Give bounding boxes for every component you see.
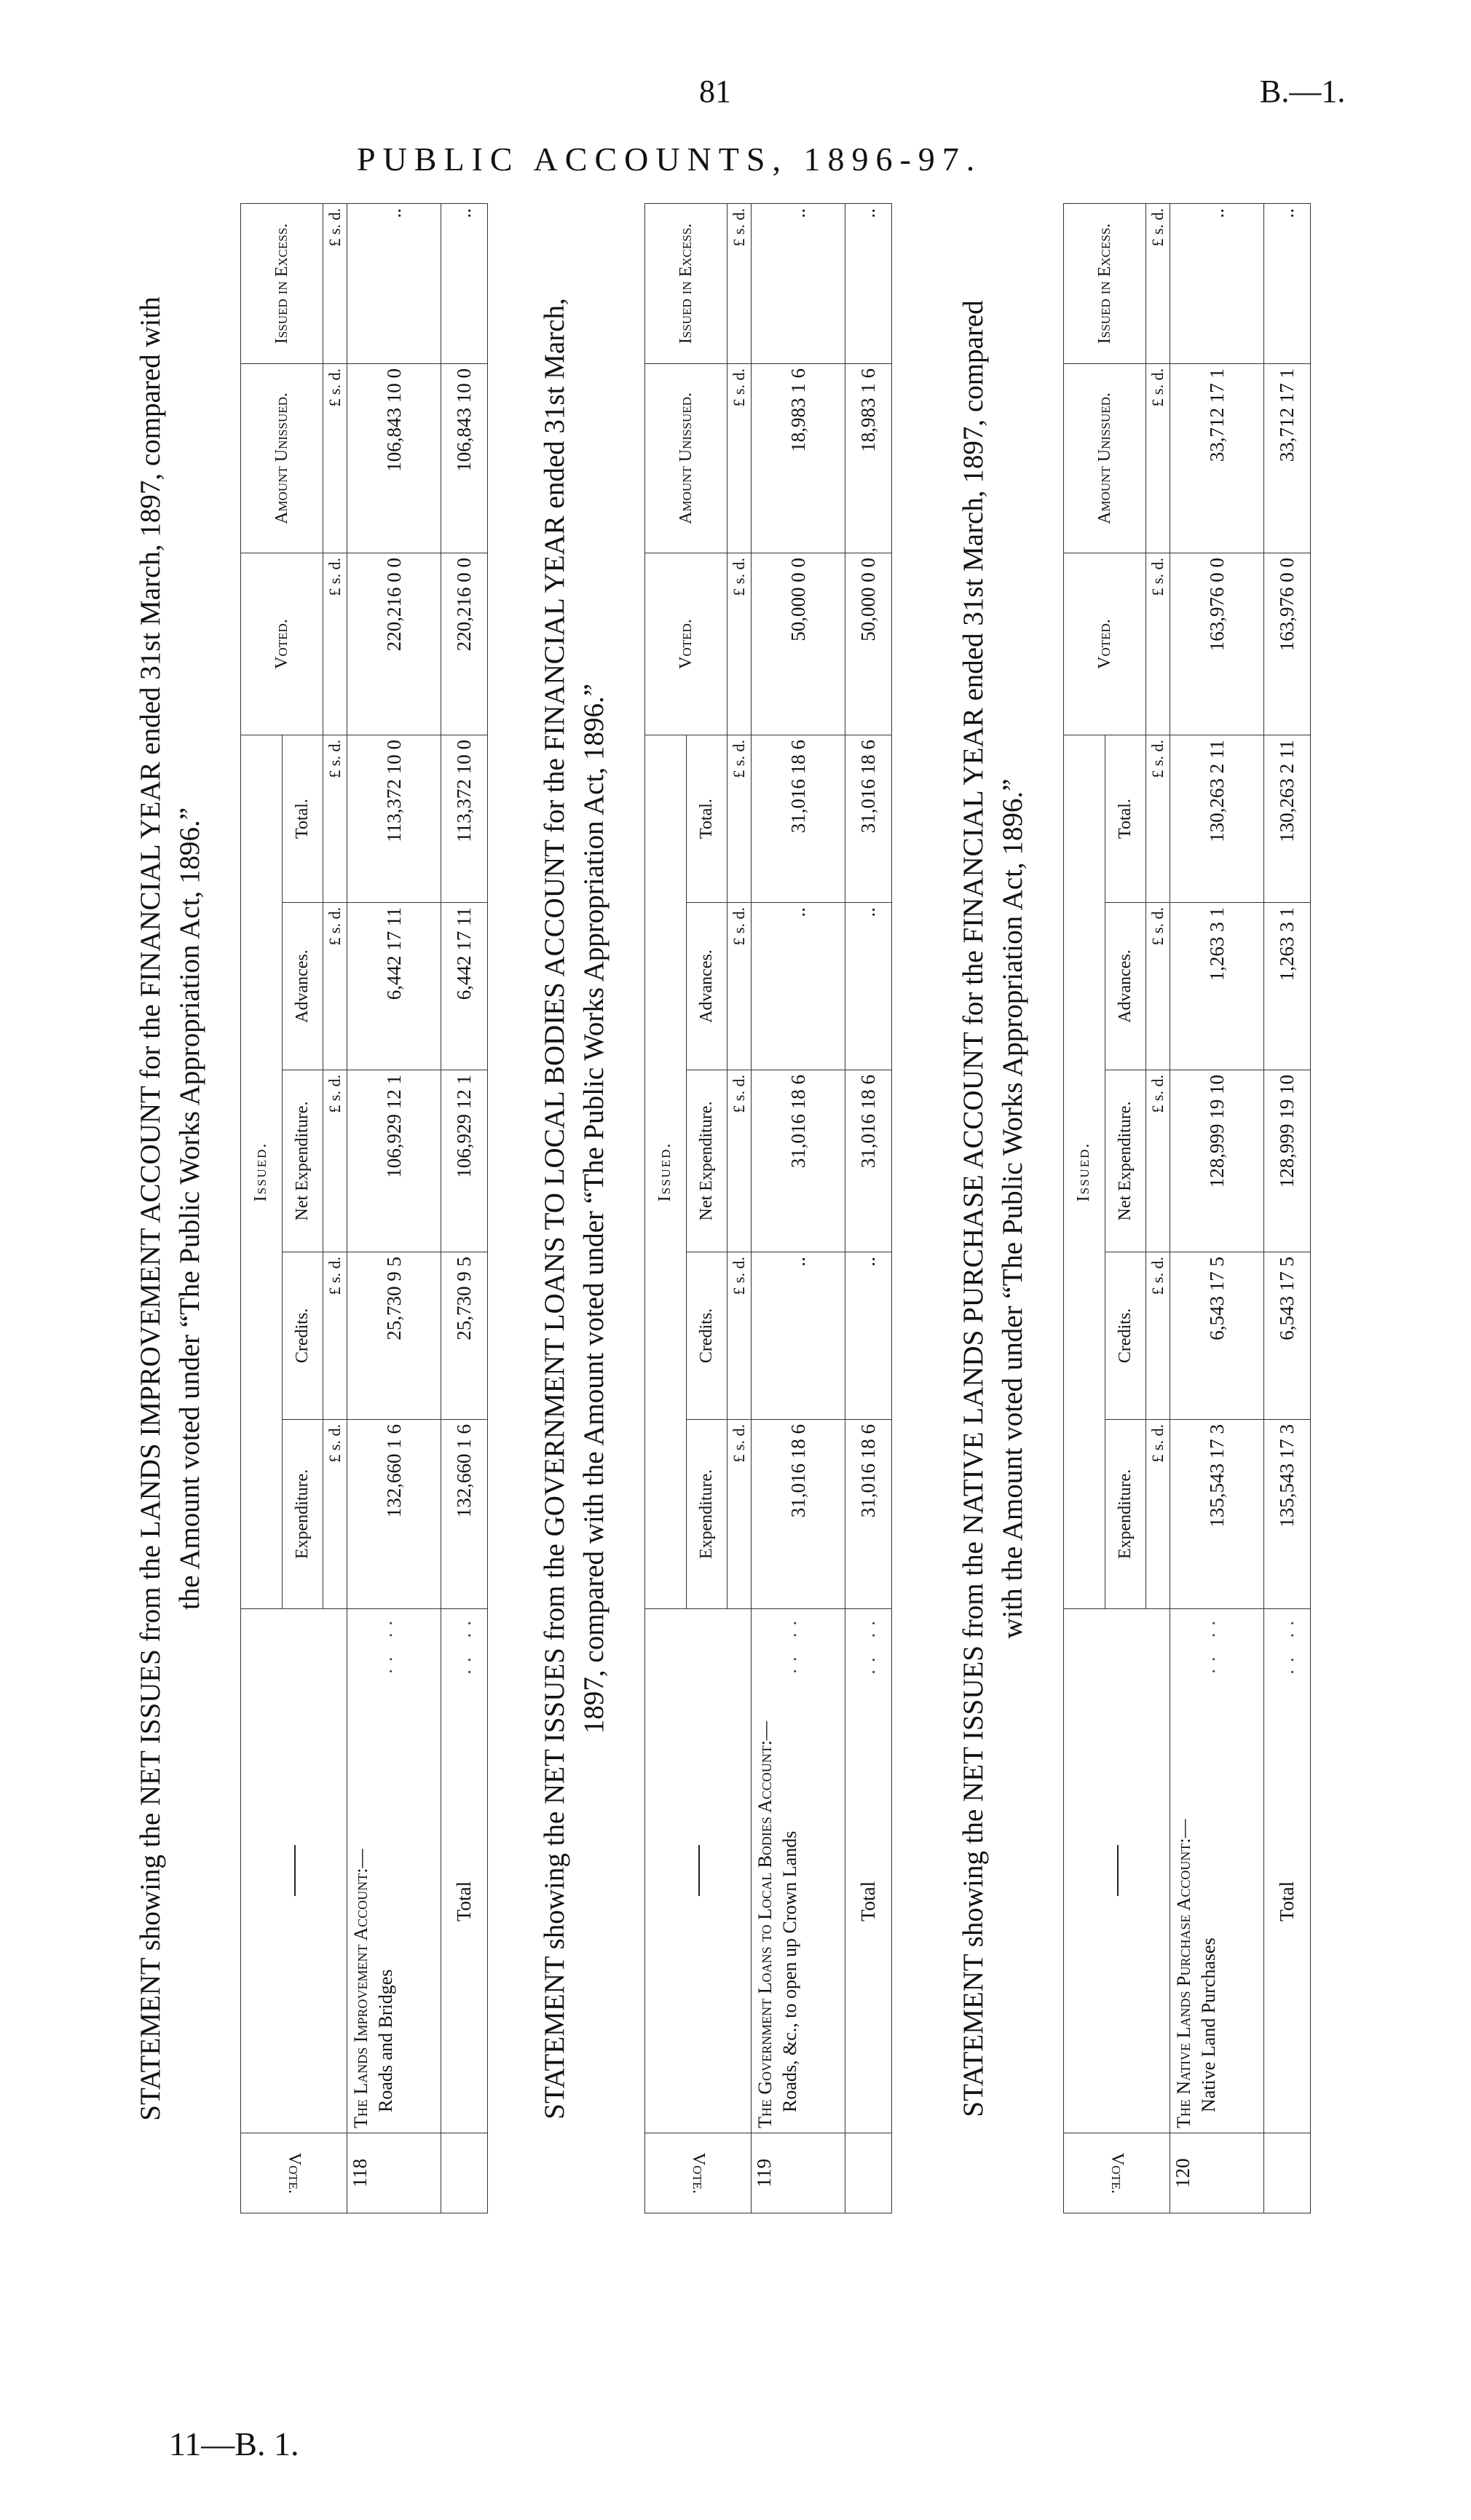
statement-title-line1: STATEMENT showing the NET ISSUES from the NATIVE LANDS PURCHASE ACCOUNT for the FINANCIAL YEAR ended 31st March, 1897, compared <box>958 300 989 2117</box>
total-cell: 31,016 18 6 <box>752 735 845 903</box>
account-name: The Government Loans to Local Bodies Account:— <box>754 1721 776 2128</box>
net-expenditure-cell: 31,016 18 6 <box>752 1070 845 1252</box>
advances-cell: 1,263 3 1 <box>1170 903 1264 1070</box>
excess-total: .. <box>441 204 488 364</box>
units-label: £ s. d. <box>323 1252 347 1420</box>
units-label: £ s. d. <box>727 1070 752 1252</box>
statement-title-line1: STATEMENT showing the NET ISSUES from the GOVERNMENT LOANS TO LOCAL BODIES ACCOUNT for the FINANCIAL YEAR ended 31st March, <box>539 298 570 2120</box>
excess-column-header: Issued in Excess. <box>241 204 323 364</box>
units-label: £ s. d. <box>727 903 752 1070</box>
table-row <box>347 204 441 2213</box>
advances-column-header: Advances. <box>282 903 323 1070</box>
excess-total: .. <box>845 204 892 364</box>
signature-mark: 11—B. 1. <box>169 2425 299 2462</box>
advances-cell: .. <box>752 903 845 1070</box>
expenditure-column-header: Expenditure. <box>282 1420 323 1609</box>
unissued-total: 33,712 17 1 <box>1264 364 1311 553</box>
unissued-cell: 18,983 1 6 <box>752 364 845 553</box>
units-label: £ s. d. <box>323 1420 347 1609</box>
vote-column-header: Vote. <box>645 2133 752 2213</box>
credits-column-header: Credits. <box>686 1252 727 1420</box>
voted-cell: 50,000 0 0 <box>752 553 845 735</box>
net-expenditure-column-header: Net Expenditure. <box>282 1070 323 1252</box>
expenditure-column-header: Expenditure. <box>686 1420 727 1609</box>
total-cell: 130,263 2 11 <box>1170 735 1264 903</box>
account-item: Roads, &c., to open up Crown Lands .. .. <box>779 1613 801 2112</box>
statement-title-line1: STATEMENT showing the NET ISSUES from the LANDS IMPROVEMENT ACCOUNT for the FINANCIAL YEAR ended 31st March, 1897, compared with <box>135 296 166 2121</box>
units-label: £ s. d. <box>1146 364 1170 553</box>
credits-cell: 6,543 17 5 <box>1170 1252 1264 1420</box>
total-label: Total .. .. <box>441 1609 488 2133</box>
units-label: £ s. d. <box>1146 1070 1170 1252</box>
voted-column-header: Voted. <box>645 553 727 735</box>
total-column-header: Total. <box>282 735 323 903</box>
credits-column-header: Credits. <box>1105 1252 1146 1420</box>
statement-lands-improvement <box>131 204 495 2213</box>
unissued-cell: 33,712 17 1 <box>1170 364 1264 553</box>
statement-local-bodies-loans <box>535 204 899 2213</box>
vote-number: 120 <box>1170 2133 1264 2213</box>
voted-cell: 220,216 0 0 <box>347 553 441 735</box>
units-label: £ s. d. <box>323 903 347 1070</box>
issued-group-header: Issued. <box>645 735 687 1609</box>
credits-cell: .. <box>752 1252 845 1420</box>
units-label: £ s. d. <box>727 1420 752 1609</box>
vote-number-empty <box>441 2133 488 2213</box>
excess-cell: .. <box>347 204 441 364</box>
total-cell: 113,372 10 0 <box>347 735 441 903</box>
advances-column-header: Advances. <box>686 903 727 1070</box>
expenditure-total: 132,660 1 6 <box>441 1420 488 1609</box>
statement-title <box>535 204 630 2213</box>
description-column-header <box>645 1609 752 2133</box>
advances-cell: 6,442 17 11 <box>347 903 441 1070</box>
units-label: £ s. d. <box>727 553 752 735</box>
excess-cell: .. <box>752 204 845 364</box>
statement-table <box>240 203 488 2213</box>
vote-number-empty <box>845 2133 892 2213</box>
net-expenditure-cell: 106,929 12 1 <box>347 1070 441 1252</box>
account-description <box>1170 1609 1264 2133</box>
credits-total: 25,730 9 5 <box>441 1252 488 1420</box>
expenditure-cell: 31,016 18 6 <box>752 1420 845 1609</box>
unissued-cell: 106,843 10 0 <box>347 364 441 553</box>
statement-title-line2: the Amount voted under “The Public Works Appropriation Act, 1896.” <box>174 807 205 1611</box>
excess-column-header: Issued in Excess. <box>1064 204 1146 364</box>
vote-number-empty <box>1264 2133 1311 2213</box>
net-expenditure-total: 128,999 19 10 <box>1264 1070 1311 1252</box>
units-label: £ s. d. <box>727 204 752 364</box>
statement-table <box>1063 203 1311 2213</box>
total-column-header: Total. <box>1105 735 1146 903</box>
net-expenditure-cell: 128,999 19 10 <box>1170 1070 1264 1252</box>
vote-column-header: Vote. <box>241 2133 347 2213</box>
units-label: £ s. d. <box>727 735 752 903</box>
advances-total: 1,263 3 1 <box>1264 903 1311 1070</box>
running-title: PUBLIC ACCOUNTS, 1896-97. <box>357 141 982 178</box>
expenditure-cell: 132,660 1 6 <box>347 1420 441 1609</box>
vote-number: 119 <box>752 2133 845 2213</box>
net-expenditure-total: 106,929 12 1 <box>441 1070 488 1252</box>
advances-total: .. <box>845 903 892 1070</box>
units-label: £ s. d. <box>323 364 347 553</box>
total-row <box>1264 204 1311 2213</box>
units-label: £ s. d. <box>323 553 347 735</box>
units-label: £ s. d. <box>1146 735 1170 903</box>
total-row <box>845 204 892 2213</box>
account-description <box>347 1609 441 2133</box>
unissued-total: 106,843 10 0 <box>441 364 488 553</box>
statement-title-line2: 1897, compared with the Amount voted under “The Public Works Appropriation Act, 1896.” <box>578 683 610 1734</box>
units-label: £ s. d. <box>727 1252 752 1420</box>
unissued-column-header: Amount Unissued. <box>1064 364 1146 553</box>
units-label: £ s. d. <box>727 364 752 553</box>
table-row <box>752 204 845 2213</box>
units-label: £ s. d. <box>323 735 347 903</box>
net-expenditure-column-header: Net Expenditure. <box>1105 1070 1146 1252</box>
description-column-header <box>1064 1609 1170 2133</box>
page-reference: B.—1. <box>1260 74 1346 109</box>
voted-total: 220,216 0 0 <box>441 553 488 735</box>
credits-column-header: Credits. <box>282 1252 323 1420</box>
total-label: Total .. .. <box>845 1609 892 2133</box>
units-label: £ s. d. <box>1146 553 1170 735</box>
unissued-total: 18,983 1 6 <box>845 364 892 553</box>
issued-group-header: Issued. <box>241 735 283 1609</box>
units-label: £ s. d. <box>323 204 347 364</box>
excess-cell: .. <box>1170 204 1264 364</box>
total-label: Total .. .. <box>1264 1609 1311 2133</box>
statement-title <box>954 204 1049 2213</box>
voted-total: 50,000 0 0 <box>845 553 892 735</box>
credits-total: 6,543 17 5 <box>1264 1252 1311 1420</box>
units-label: £ s. d. <box>1146 1420 1170 1609</box>
advances-total: 6,442 17 11 <box>441 903 488 1070</box>
description-column-header <box>241 1609 347 2133</box>
vote-column-header: Vote. <box>1064 2133 1170 2213</box>
account-name: The Lands Improvement Account:— <box>350 1849 372 2128</box>
total-row <box>441 204 488 2213</box>
statement-title <box>131 204 226 2213</box>
issued-group-header: Issued. <box>1064 735 1105 1609</box>
voted-column-header: Voted. <box>241 553 323 735</box>
net-expenditure-total: 31,016 18 6 <box>845 1070 892 1252</box>
unissued-column-header: Amount Unissued. <box>241 364 323 553</box>
statement-title-line2: with the Amount voted under “The Public Works Appropriation Act, 1896.” <box>997 778 1028 1639</box>
units-label: £ s. d. <box>1146 903 1170 1070</box>
expenditure-total: 31,016 18 6 <box>845 1420 892 1609</box>
excess-column-header: Issued in Excess. <box>645 204 727 364</box>
table-row <box>1170 204 1264 2213</box>
account-item: Roads and Bridges .. .. <box>375 1613 397 2112</box>
net-expenditure-column-header: Net Expenditure. <box>686 1070 727 1252</box>
page-number: 81 <box>699 74 731 109</box>
statement-table <box>644 203 892 2213</box>
total-column-header: Total. <box>686 735 727 903</box>
units-label: £ s. d. <box>1146 204 1170 364</box>
voted-cell: 163,976 0 0 <box>1170 553 1264 735</box>
account-description <box>752 1609 845 2133</box>
statement-native-lands-purchase <box>954 204 1318 2213</box>
unissued-column-header: Amount Unissued. <box>645 364 727 553</box>
units-label: £ s. d. <box>1146 1252 1170 1420</box>
total-total: 130,263 2 11 <box>1264 735 1311 903</box>
expenditure-column-header: Expenditure. <box>1105 1420 1146 1609</box>
credits-cell: 25,730 9 5 <box>347 1252 441 1420</box>
expenditure-cell: 135,543 17 3 <box>1170 1420 1264 1609</box>
credits-total: .. <box>845 1252 892 1420</box>
excess-total: .. <box>1264 204 1311 364</box>
advances-column-header: Advances. <box>1105 903 1146 1070</box>
account-name: The Native Lands Purchase Account:— <box>1173 1819 1195 2128</box>
units-label: £ s. d. <box>323 1070 347 1252</box>
voted-column-header: Voted. <box>1064 553 1146 735</box>
account-item: Native Land Purchases .. .. <box>1198 1613 1220 2112</box>
vote-number: 118 <box>347 2133 441 2213</box>
voted-total: 163,976 0 0 <box>1264 553 1311 735</box>
expenditure-total: 135,543 17 3 <box>1264 1420 1311 1609</box>
total-total: 113,372 10 0 <box>441 735 488 903</box>
total-total: 31,016 18 6 <box>845 735 892 903</box>
